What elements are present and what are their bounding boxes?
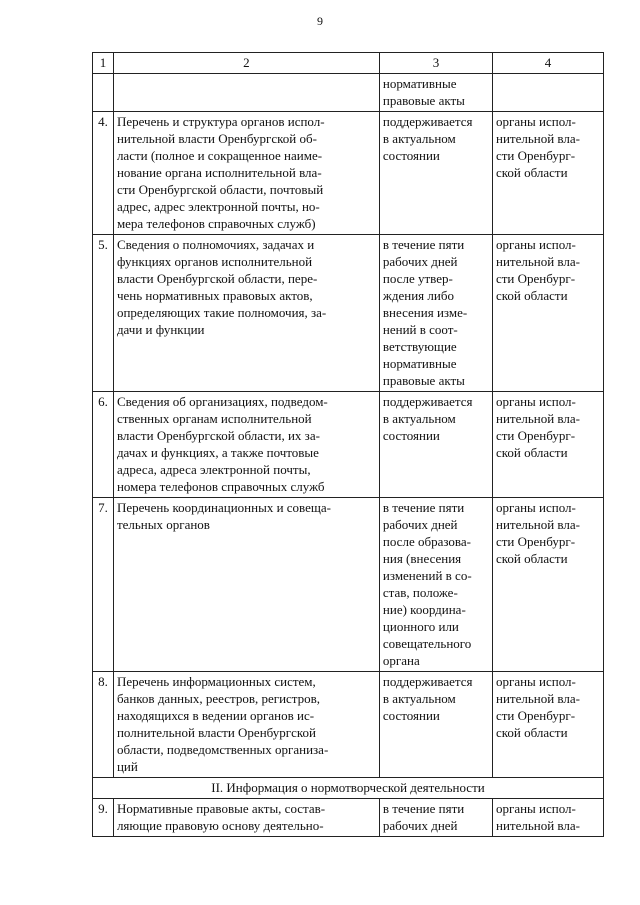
row-name: Нормативные правовые акты, состав- ляющие правовую основу деятельно- (113, 799, 379, 837)
header-cell: 1 (93, 53, 114, 74)
row-number: 4. (93, 112, 114, 235)
table-row (93, 235, 604, 392)
row-responsible: органы испол- нительной вла- (492, 799, 603, 837)
table-row (93, 74, 604, 112)
row-period: поддерживается в актуальном состоянии (379, 112, 492, 235)
row-number: 8. (93, 672, 114, 778)
header-cell: 2 (113, 53, 379, 74)
row-responsible: органы испол- нительной вла- сти Оренбург- ской области (492, 392, 603, 498)
section-row (93, 778, 604, 799)
row-responsible: органы испол- нительной вла- сти Оренбург- ской области (492, 672, 603, 778)
row-period: в течение пяти рабочих дней (379, 799, 492, 837)
header-cell: 4 (492, 53, 603, 74)
row-period: в течение пяти рабочих дней после образова- ния (внесения изменений в со- став, положе- ние) координа- ционного или совещательного органа (379, 498, 492, 672)
row-number: 6. (93, 392, 114, 498)
table-row (93, 392, 604, 498)
row-name: Перечень и структура органов испол- нительной власти Оренбургской об- ласти (полное и сокращенное наиме- нование органа исполнительной вла- сти Оренбургской области, почтовый адрес, адрес электронной почты, но- мера телефонов справочных служб) (113, 112, 379, 235)
table-row (93, 799, 604, 837)
row-number: 9. (93, 799, 114, 837)
table-row (93, 498, 604, 672)
info-table (92, 52, 604, 837)
table-row (93, 672, 604, 778)
row-responsible (492, 74, 603, 112)
row-period: в течение пяти рабочих дней после утвер- ждения либо внесения изме- нений в соот- ветствующие нормативные правовые акты (379, 235, 492, 392)
row-number: 7. (93, 498, 114, 672)
row-name: Сведения о полномочиях, задачах и функциях органов исполнительной власти Оренбургской области, пере- чень нормативных правовых актов, определяющих такие полномочия, за- дачи и функции (113, 235, 379, 392)
row-number (93, 74, 114, 112)
header-row (93, 53, 604, 74)
row-period: нормативные правовые акты (379, 74, 492, 112)
section-title: II. Информация о нормотворческой деятельности (93, 778, 604, 799)
row-period: поддерживается в актуальном состоянии (379, 672, 492, 778)
row-number: 5. (93, 235, 114, 392)
row-name: Сведения об организациях, подведом- ственных органам исполнительной власти Оренбургской области, их за- дачах и функциях, а также почтовые адреса, адреса электронной почты, номера телефонов справочных служб (113, 392, 379, 498)
row-responsible: органы испол- нительной вла- сти Оренбург- ской области (492, 235, 603, 392)
row-name: Перечень информационных систем, банков данных, реестров, регистров, находящихся в ведении органов ис- полнительной власти Оренбургской области, подведомственных организа- ций (113, 672, 379, 778)
row-name: Перечень координационных и совеща- тельных органов (113, 498, 379, 672)
row-name (113, 74, 379, 112)
row-period: поддерживается в актуальном состоянии (379, 392, 492, 498)
table-row (93, 112, 604, 235)
row-responsible: органы испол- нительной вла- сти Оренбург- ской области (492, 498, 603, 672)
page-number: 9 (317, 14, 323, 28)
header-cell: 3 (379, 53, 492, 74)
row-responsible: органы испол- нительной вла- сти Оренбург- ской области (492, 112, 603, 235)
